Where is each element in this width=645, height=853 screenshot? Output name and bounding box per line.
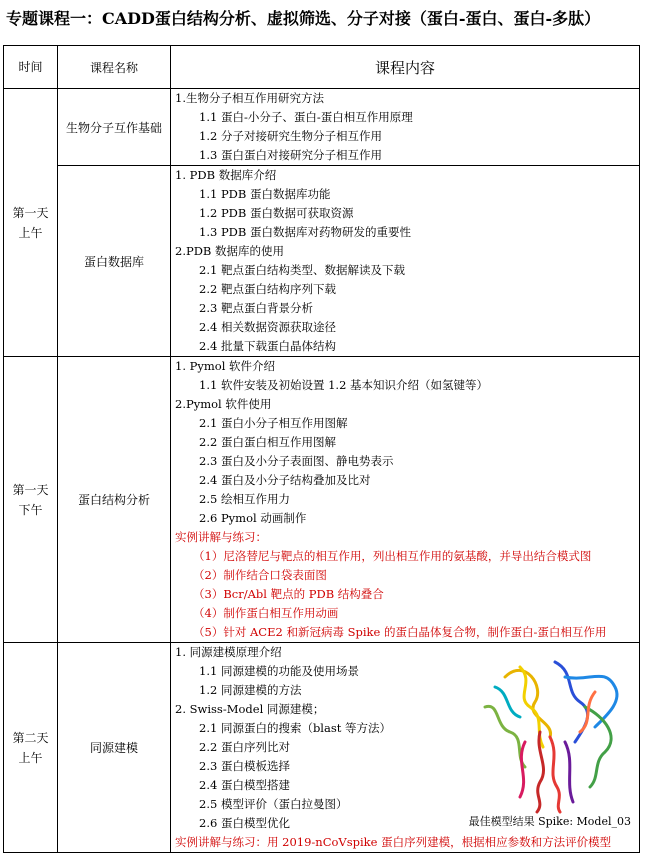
course-name-cell: 蛋白结构分析 — [58, 357, 171, 643]
content-line: 1. Pymol 软件介绍 — [175, 359, 276, 373]
content-line: 2.1 靶点蛋白结构类型、数据解读及下载 — [199, 263, 405, 277]
content-line: 2.5 模型评价（蛋白拉曼图） — [199, 797, 348, 811]
table-header-row — [4, 46, 640, 89]
example-line: 实例讲解与练习：用 2019-nCoVspike 蛋白序列建模，根据相应参数和方法评价模型 — [175, 835, 612, 849]
example-line: （3）Bcr/Abl 靶点的 PDB 结构叠合 — [193, 587, 384, 601]
content-line: 2.4 相关数据资源获取途径 — [199, 320, 336, 334]
content-line: 2.3 蛋白模板选择 — [199, 759, 290, 773]
content-line: 2.1 同源蛋白的搜索（blast 等方法） — [199, 721, 392, 735]
content-line: 1.1 PDB 蛋白数据库功能 — [199, 187, 331, 201]
course-name-cell: 同源建模 — [58, 643, 171, 853]
time-period-label: 上午 — [18, 750, 43, 765]
course-content-cell — [171, 166, 640, 357]
content-line: 1.2 分子对接研究生物分子相互作用 — [199, 129, 382, 143]
table-row — [4, 643, 640, 853]
content-line: 2.3 靶点蛋白背景分析 — [199, 301, 313, 315]
content-line: 1.3 蛋白蛋白对接研究分子相互作用 — [199, 148, 382, 162]
content-line: 1. PDB 数据库介绍 — [175, 168, 277, 182]
header-course-content: 课程内容 — [171, 46, 640, 89]
content-line: 1.3 PDB 蛋白数据库对药物研发的重要性 — [199, 225, 412, 239]
example-line: （5）针对 ACE2 和新冠病毒 Spike 的蛋白晶体复合物，制作蛋白-蛋白相互作用 — [193, 625, 607, 639]
example-line: （4）制作蛋白相互作用动画 — [193, 606, 339, 620]
time-day-label: 第一天 — [12, 482, 49, 497]
time-day1-am — [4, 89, 58, 357]
time-day1-pm — [4, 357, 58, 643]
content-line: 2.Pymol 软件使用 — [175, 397, 272, 411]
table-row — [4, 166, 640, 357]
time-day2-am — [4, 643, 58, 853]
content-line: 1.2 PDB 蛋白数据可获取资源 — [199, 206, 354, 220]
content-line: 2.2 靶点蛋白结构序列下载 — [199, 282, 336, 296]
course-content-cell — [171, 89, 640, 166]
content-line: 1. 同源建模原理介绍 — [175, 645, 282, 659]
content-line: 2. Swiss-Model 同源建模； — [175, 702, 325, 716]
content-line: 2.6 蛋白模型优化 — [199, 816, 290, 830]
time-period-label: 下午 — [18, 502, 43, 517]
content-line: 2.4 批量下载蛋白晶体结构 — [199, 339, 336, 353]
content-line: 2.5 绘相互作用力 — [199, 492, 290, 506]
table-row — [4, 89, 640, 166]
image-caption: 最佳模型结果 Spike: Model_03 — [468, 815, 631, 828]
content-line: 1.1 软件安装及初始设置 1.2 基本知识介绍（如氢键等） — [199, 378, 489, 392]
course-name-cell: 生物分子互作基础 — [58, 89, 171, 166]
course-table — [3, 45, 640, 853]
page-title: 专题课程一：CADD蛋白结构分析、虚拟筛选、分子对接（蛋白-蛋白、蛋白-多肽） — [6, 9, 601, 28]
content-line: 1.1 同源建模的功能及使用场景 — [199, 664, 359, 678]
protein-structure-image — [465, 647, 633, 815]
course-content-cell — [171, 357, 640, 643]
example-line: （1）尼洛替尼与靶点的相互作用，列出相互作用的氨基酸，并导出结合模式图 — [193, 549, 592, 563]
table-row — [4, 357, 640, 643]
example-heading: 实例讲解与练习： — [175, 530, 267, 544]
content-line: 1.1 蛋白-小分子、蛋白-蛋白相互作用原理 — [199, 110, 413, 124]
content-line: 1.生物分子相互作用研究方法 — [175, 91, 324, 105]
content-line: 2.2 蛋白蛋白相互作用图解 — [199, 435, 336, 449]
course-content-cell — [171, 643, 640, 853]
time-day-label: 第一天 — [12, 205, 49, 220]
content-line: 2.6 Pymol 动画制作 — [199, 511, 307, 525]
time-period-label: 上午 — [18, 225, 43, 240]
content-line: 2.1 蛋白小分子相互作用图解 — [199, 416, 348, 430]
time-day-label: 第二天 — [12, 730, 49, 745]
content-line: 2.4 蛋白及小分子结构叠加及比对 — [199, 473, 371, 487]
header-time: 时间 — [4, 46, 58, 89]
content-line: 1.2 同源建模的方法 — [199, 683, 302, 697]
example-line: （2）制作结合口袋表面图 — [193, 568, 327, 582]
content-line: 2.2 蛋白序列比对 — [199, 740, 290, 754]
content-line: 2.PDB 数据库的使用 — [175, 244, 285, 258]
header-course-name: 课程名称 — [58, 46, 171, 89]
content-line: 2.4 蛋白模型搭建 — [199, 778, 290, 792]
course-name-cell: 蛋白数据库 — [58, 166, 171, 357]
content-line: 2.3 蛋白及小分子表面图、静电势表示 — [199, 454, 394, 468]
